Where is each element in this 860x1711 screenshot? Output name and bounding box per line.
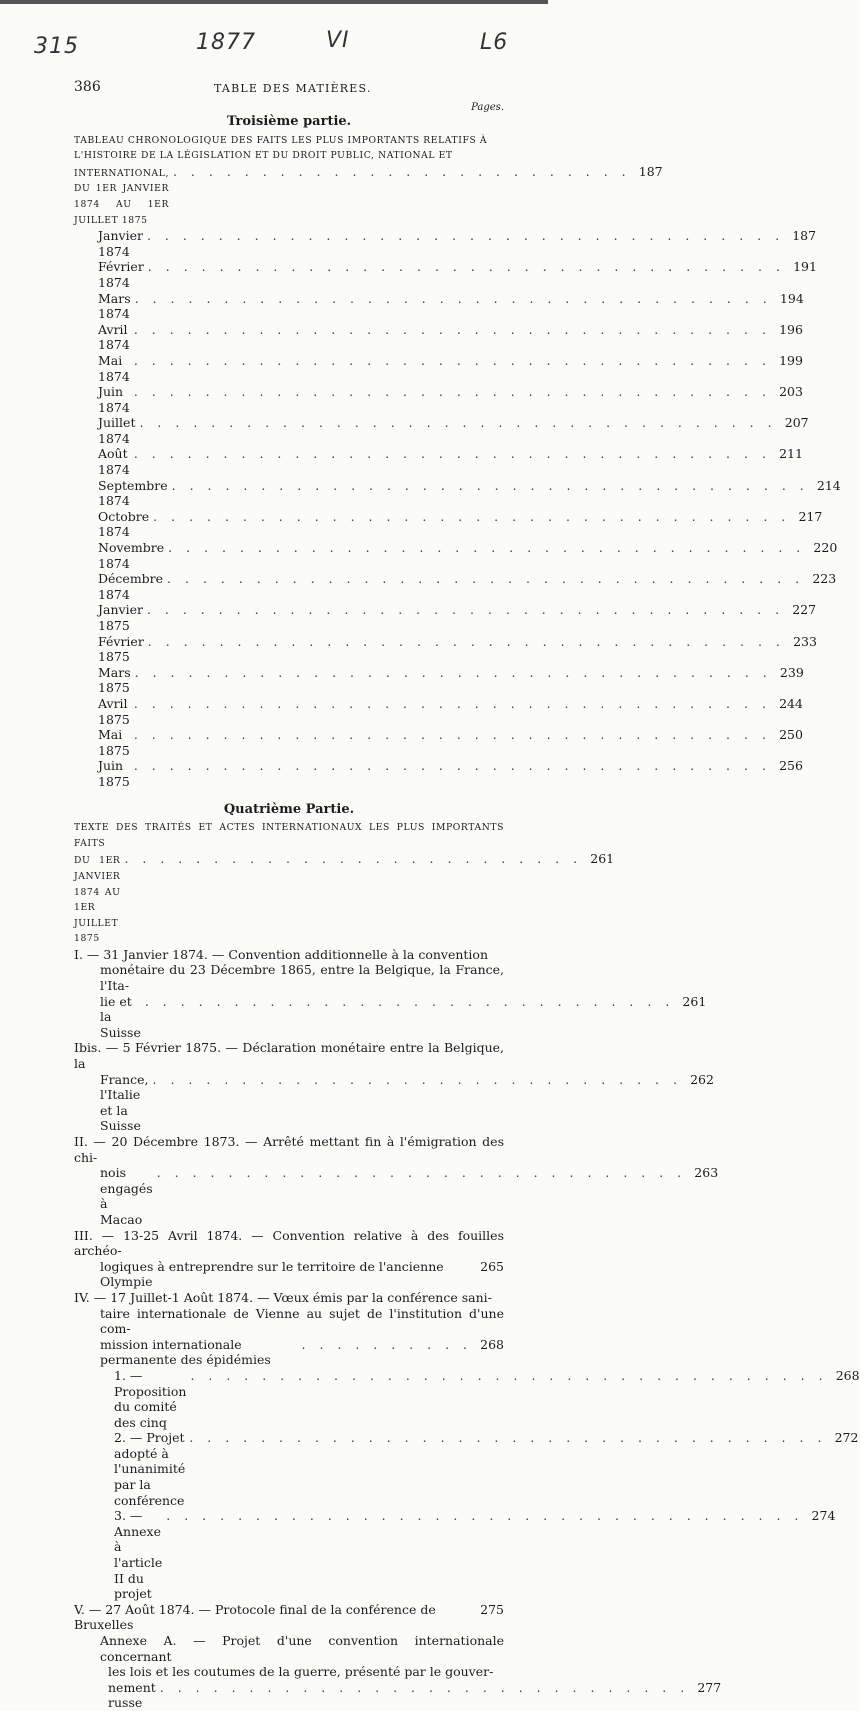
top-border xyxy=(0,0,548,4)
page-number: 386 xyxy=(74,79,101,95)
page-ref: 274 xyxy=(811,1508,836,1524)
toc-entry-label: Avril 1874 xyxy=(98,321,130,353)
dot-leader: . . . . . . . . . . . . . . . . . . . . . . . . . . . . . . xyxy=(152,1071,682,1087)
toc-entry-text: III. — 13-25 Avril 1874. — Convention relative à des fouilles archéo- xyxy=(74,1227,504,1259)
dot-leader: . . . . . . . . . . . . . . . . . . . . . . . . . . . . . . . . . . . . xyxy=(133,321,771,337)
page-ref: 275 xyxy=(480,1601,504,1617)
dot-leader: . . . . . . . . . . . . . . . . . . . . . . . . . . xyxy=(172,163,631,179)
page-ref: 211 xyxy=(779,446,803,462)
toc-entry-label: Avril 1875 xyxy=(98,695,130,727)
page-ref: 196 xyxy=(779,321,803,337)
toc-entry-label: Mars 1874 xyxy=(98,290,131,322)
toc-row xyxy=(74,602,817,633)
page-ref: 223 xyxy=(812,571,837,587)
toc-row xyxy=(74,1071,714,1134)
page-ref: 272 xyxy=(834,1430,859,1446)
toc-row xyxy=(74,1165,719,1227)
toc-row xyxy=(74,508,823,540)
dot-leader: . . . . . . . . . . . . . . . . . . . . . . . . . . . . . . . . . . . . xyxy=(168,540,806,556)
page-ref: 239 xyxy=(779,664,804,680)
toc-row xyxy=(74,540,838,571)
page-ref: 187 xyxy=(792,228,817,244)
toc-entry-text: lie et la Suisse xyxy=(100,993,141,1040)
toc-entry-text: France, l'Italie et la Suisse xyxy=(100,1071,149,1134)
page-ref: 233 xyxy=(793,633,817,649)
page-ref: 187 xyxy=(638,163,663,179)
dot-leader: . . . . . . . . . . . . . . . . . . . . . . . . . . . . . . . . . . . . xyxy=(167,571,805,587)
toc-entry-text: nois engagés à Macao xyxy=(100,1165,153,1227)
page-ref: 268 xyxy=(480,1336,504,1352)
toc-entry-label: Juillet 1874 xyxy=(98,415,136,446)
toc-entry-label: Juin 1875 xyxy=(98,758,130,789)
toc-row xyxy=(74,1602,504,1633)
toc-row xyxy=(74,664,804,696)
dot-leader: . . . . . . . . . . . . . . . . . . . . . . . . . . . . . . xyxy=(144,993,675,1009)
pages-column-label: Pages. xyxy=(471,102,504,113)
toc-entry-text: taire internationale de Vienne au sujet de l'institution d'une com- xyxy=(100,1305,504,1337)
page-ref: 277 xyxy=(697,1679,722,1695)
toc-row xyxy=(74,384,803,415)
toc-entry-label: Janvier 1875 xyxy=(98,602,143,633)
dot-leader: . . . . . . . . . . . . . . . . . . . . . . . . . . . . . . . . . . . . xyxy=(133,446,771,462)
toc-entry-text: Annexe A. — Projet d'une convention internationale concernant xyxy=(100,1633,504,1664)
page-ref: 217 xyxy=(798,508,823,524)
dot-leader: . . . . . . . . . . . . . . . . . . . . . . . . . . . . . . . . . . . . xyxy=(189,1430,827,1446)
toc-entry-label: Décembre 1874 xyxy=(98,571,164,602)
toc-entry-label: Novembre 1874 xyxy=(98,540,165,571)
toc-entry-text: mission internationale permanente des épidémies xyxy=(100,1336,271,1368)
dot-leader: . . . . . . . . . . . . . . . . . . . . . . . . . . . . . . . . . . . . xyxy=(166,1508,804,1524)
dot-leader: . . . . . . . . . . . . . . . . . . . . . . . . . . . . . . . . . . . . xyxy=(133,727,771,743)
toc-entry-label: Mai 1874 xyxy=(98,352,130,384)
page-ref: 261 xyxy=(682,993,707,1009)
dot-leader: . . . . . . . . . . . . . . . . . . . . . . . . . . . . . . . . . . . . xyxy=(139,415,777,431)
toc-entry-text: II. — 20 Décembre 1873. — Arrêté mettant fin à l'émigration des chi- xyxy=(74,1134,504,1165)
page-ref: 220 xyxy=(813,540,838,556)
toc-row xyxy=(74,1430,859,1508)
page-ref: 250 xyxy=(779,727,803,743)
toc-entry-label: Août 1874 xyxy=(98,446,130,478)
dot-leader: . . . . . . . . . . . . . . . . . . . . . . . . . . . . . . . . . . . . xyxy=(134,664,772,680)
page-ref: 244 xyxy=(779,695,803,711)
page-ref: 256 xyxy=(779,758,803,774)
dot-leader: . . . . . . . . . . . . . . . . . . . . . . . . . . . . . . . . . . . . xyxy=(146,602,785,618)
dot-leader: . . . . . . . . . . . . . . . . . . . . . . . . . . xyxy=(124,851,583,867)
toc-entry-label: Octobre 1874 xyxy=(98,508,150,540)
toc-row xyxy=(74,477,841,509)
dot-leader: . . . . . . . . . . . . . . . . . . . . . . . . . . . . . . . . . . . . xyxy=(133,758,771,774)
toc-entry-text: les lois et les coutumes de la guerre, présenté par le gouver- xyxy=(108,1664,494,1680)
toc-entry-text: nement russe xyxy=(108,1679,156,1711)
dot-leader: . . . . . . . . . . . . . . . . . . . . . . . . . . . . . . . . . . . . xyxy=(153,508,791,524)
toc-row xyxy=(74,1259,504,1290)
page-ref: 268 xyxy=(835,1367,860,1383)
toc-entry-label: 2. — Projet adopté à l'unanimité par la conférence xyxy=(114,1430,186,1508)
toc-row xyxy=(74,1679,722,1711)
part-three-intro-line: TABLEAU CHRONOLOGIQUE DES FAITS LES PLUS IMPORTANTS RELATIFS À xyxy=(74,134,488,146)
sub-entry-list xyxy=(74,1367,860,1602)
month-list xyxy=(74,228,841,789)
toc-entry-label: Mars 1875 xyxy=(98,664,131,696)
page-ref: 199 xyxy=(779,352,803,368)
toc-row xyxy=(74,727,803,758)
toc-entry-label: Septembre 1874 xyxy=(98,477,168,509)
toc-entry-text: I. — 31 Janvier 1874. — Convention additionnelle à la convention xyxy=(74,946,489,962)
page-ref: 261 xyxy=(590,851,615,867)
dot-leader: . . . . . . . . . . . . . . . . . . . . . . . . . . . . . . xyxy=(156,1165,687,1181)
page-ref: 263 xyxy=(694,1165,719,1181)
toc-row xyxy=(74,633,817,665)
toc-entry-label: Janvier 1874 xyxy=(98,228,143,259)
toc-row xyxy=(74,1337,504,1368)
toc-row xyxy=(74,993,707,1041)
handwritten-note-1: 315 xyxy=(34,34,79,59)
dot-leader: . . . . . . . . . . . . . . . . . . . . . . . . . . . . . . . . . . . . xyxy=(133,695,771,711)
toc-entry-label: Février 1875 xyxy=(98,633,144,665)
toc-row xyxy=(74,758,803,789)
part-four-title: Quatrième Partie. xyxy=(223,801,355,817)
toc-entry-label: 1. — Proposition du comité des cinq xyxy=(114,1367,187,1430)
page-ref: 227 xyxy=(792,602,817,618)
toc-row xyxy=(74,415,809,446)
toc-row xyxy=(74,321,803,353)
page-ref: 214 xyxy=(816,477,841,493)
dot-leader: . . . . . . . . . . . . . . . . . . . . . . . . . . . . . . xyxy=(159,1679,690,1695)
dot-leader: . . . . . . . . . . xyxy=(301,1336,472,1352)
running-title: TABLE DES MATIÈRES. xyxy=(214,82,372,95)
page-ref: 207 xyxy=(784,415,809,431)
toc-row xyxy=(74,352,803,384)
part-three-title: Troisième partie. xyxy=(226,114,352,129)
dot-leader: . . . . . . . . . . . . . . . . . . . . . . . . . . . . . . . . . . . . xyxy=(134,290,772,306)
toc-row xyxy=(74,1508,836,1602)
handwritten-note-4: L6 xyxy=(480,30,509,55)
page-ref: 265 xyxy=(480,1258,504,1274)
dot-leader: . . . . . . . . . . . . . . . . . . . . . . . . . . . . . . . . . . . . xyxy=(133,384,771,400)
toc-entry-text: logiques à entreprendre sur le territoire de l'ancienne Olympie xyxy=(100,1258,444,1290)
toc-row xyxy=(74,571,837,602)
part-four-intro-line: TEXTE DES TRAITÉS ET ACTES INTERNATIONAUX LES PLUS IMPORTANTS FAITS xyxy=(74,822,504,849)
part-three-intro-line: INTERNATIONAL, DU 1ER JANVIER 1874 AU 1ER JUILLET 1875 xyxy=(74,167,169,226)
page-ref: 262 xyxy=(690,1071,714,1087)
toc-entry-text: IV. — 17 Juillet-1 Août 1874. — Vœux émis par la conférence sani- xyxy=(74,1289,492,1305)
dot-leader: . . . . . . . . . . . . . . . . . . . . . . . . . . . . . . . . . . . . xyxy=(190,1367,828,1383)
page-header xyxy=(74,80,504,102)
dot-leader: . . . . . . . . . . . . . . . . . . . . . . . . . . . . . . . . . . . . xyxy=(147,633,785,649)
toc-entry-label: Février 1874 xyxy=(98,259,144,290)
page-ref: 191 xyxy=(793,259,817,275)
page-ref: 203 xyxy=(779,384,803,400)
handwritten-note-3: VI xyxy=(326,28,350,53)
toc-entry-text: V. — 27 Août 1874. — Protocole final de la conférence de Bruxelles xyxy=(74,1601,436,1633)
dot-leader: . . . . . . . . . . . . . . . . . . . . . . . . . . . . . . . . . . . . xyxy=(171,477,809,493)
toc-entry-label: Mai 1875 xyxy=(98,727,130,758)
toc-entry-text: Ibis. — 5 Février 1875. — Déclaration monétaire entre la Belgique, la xyxy=(74,1040,504,1072)
dot-leader: . . . . . . . . . . . . . . . . . . . . . . . . . . . . . . . . . . . . xyxy=(146,228,785,244)
toc-entry-label: Juin 1874 xyxy=(98,384,130,415)
handwritten-note-2: 1877 xyxy=(196,30,256,55)
part-four-intro-line: DU 1ER JANVIER 1874 AU 1ER JUILLET 1875 xyxy=(74,855,121,945)
toc-row xyxy=(74,851,615,947)
toc-row xyxy=(74,259,817,290)
toc-entry-text: monétaire du 23 Décembre 1865, entre la Belgique, la France, l'Ita- xyxy=(100,962,504,994)
toc-row xyxy=(74,446,803,478)
toc-row xyxy=(74,290,804,322)
dot-leader: . . . . . . . . . . . . . . . . . . . . . . . . . . . . . . . . . . . . xyxy=(147,259,785,275)
toc-row xyxy=(74,163,663,228)
dot-leader: . . . . . . . . . . . . . . . . . . . . . . . . . . . . . . . . . . . . xyxy=(133,352,771,368)
toc-row xyxy=(74,228,817,259)
page-ref: 194 xyxy=(779,290,804,306)
part-three-intro-line: L'HISTOIRE DE LA LÉGISLATION ET DU DROIT PUBLIC, NATIONAL ET xyxy=(74,150,453,162)
toc-entry-label: 3. — Annexe à l'article II du projet xyxy=(114,1508,163,1602)
toc-row xyxy=(74,695,803,727)
toc-row xyxy=(74,1367,860,1430)
page-content xyxy=(74,79,860,1711)
